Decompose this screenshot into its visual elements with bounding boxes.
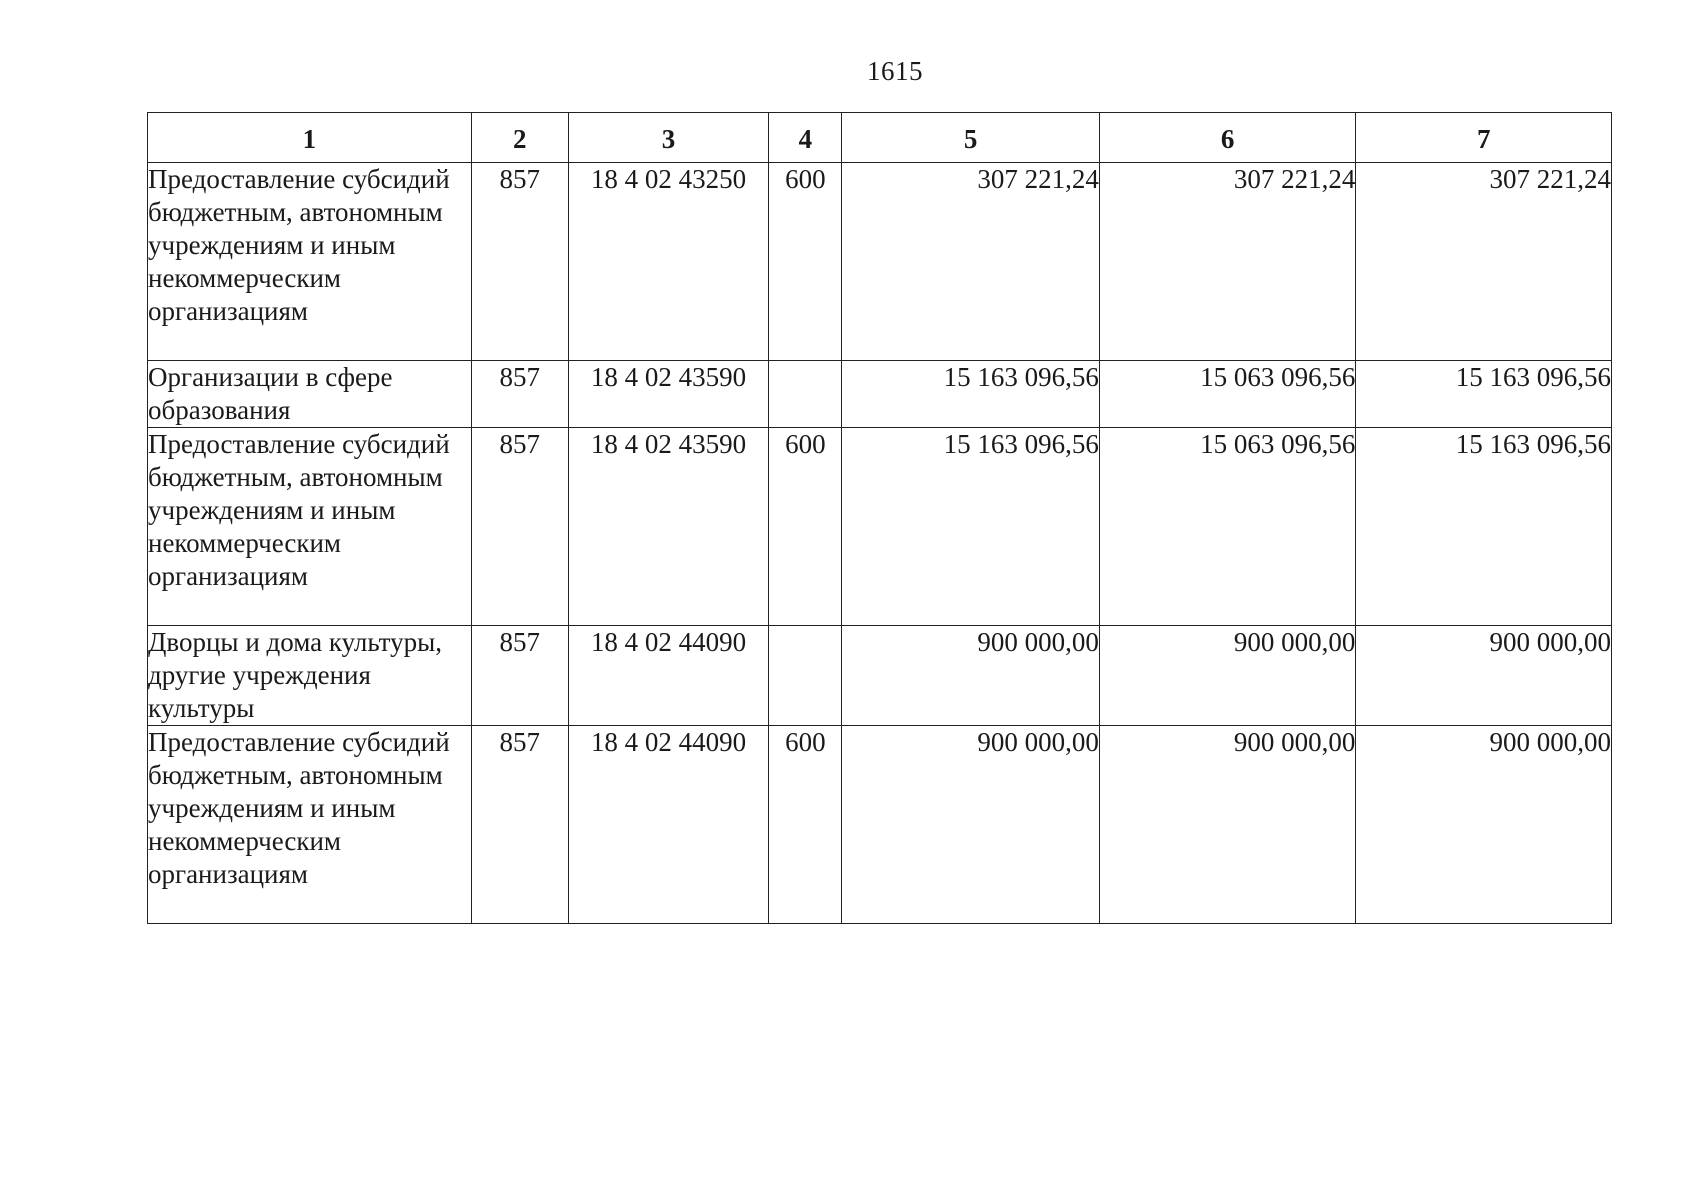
column-header-2: 2 [471, 113, 568, 163]
column-header-7: 7 [1356, 113, 1612, 163]
column-header-5: 5 [842, 113, 1100, 163]
row-target-article: 18 4 02 43590 [568, 361, 768, 428]
budget-table [147, 112, 1612, 924]
row-sum-col6: 900 000,00 [1099, 726, 1356, 924]
row-code: 857 [471, 428, 568, 626]
row-expense-type: 600 [769, 726, 842, 924]
row-sum-col7: 15 163 096,56 [1356, 428, 1612, 626]
column-header-4: 4 [769, 113, 842, 163]
row-sum-col5: 15 163 096,56 [842, 428, 1100, 626]
column-header-3: 3 [568, 113, 768, 163]
column-header-1: 1 [148, 113, 472, 163]
row-sum-col6: 15 063 096,56 [1099, 428, 1356, 626]
row-expense-type [769, 626, 842, 726]
row-name: Дворцы и дома культуры, другие учреждения культуры [148, 626, 472, 726]
table-row [148, 163, 1612, 361]
table-row [148, 626, 1612, 726]
row-code: 857 [471, 163, 568, 361]
column-header-6: 6 [1099, 113, 1356, 163]
row-code: 857 [471, 726, 568, 924]
row-sum-col7: 307 221,24 [1356, 163, 1612, 361]
row-sum-col5: 15 163 096,56 [842, 361, 1100, 428]
table-row [148, 428, 1612, 626]
row-name: Организации в сфере образования [148, 361, 472, 428]
table-row [148, 726, 1612, 924]
row-sum-col7: 15 163 096,56 [1356, 361, 1612, 428]
row-name: Предоставление субсидий бюджетным, автономным учреждениям и иным некоммерческим организациям [148, 428, 472, 626]
page-number: 1615 [867, 56, 923, 86]
row-sum-col7: 900 000,00 [1356, 626, 1612, 726]
row-sum-col7: 900 000,00 [1356, 726, 1612, 924]
row-sum-col5: 900 000,00 [842, 726, 1100, 924]
row-name: Предоставление субсидий бюджетным, автономным учреждениям и иным некоммерческим организациям [148, 163, 472, 361]
table-header-row [148, 113, 1612, 163]
row-code: 857 [471, 361, 568, 428]
row-sum-col5: 307 221,24 [842, 163, 1100, 361]
row-target-article: 18 4 02 44090 [568, 726, 768, 924]
row-sum-col6: 900 000,00 [1099, 626, 1356, 726]
row-sum-col6: 307 221,24 [1099, 163, 1356, 361]
row-code: 857 [471, 626, 568, 726]
row-expense-type: 600 [769, 163, 842, 361]
row-expense-type [769, 361, 842, 428]
row-expense-type: 600 [769, 428, 842, 626]
row-sum-col6: 15 063 096,56 [1099, 361, 1356, 428]
table-row [148, 361, 1612, 428]
row-name: Предоставление субсидий бюджетным, автономным учреждениям и иным некоммерческим организациям [148, 726, 472, 924]
row-target-article: 18 4 02 43250 [568, 163, 768, 361]
row-target-article: 18 4 02 43590 [568, 428, 768, 626]
row-sum-col5: 900 000,00 [842, 626, 1100, 726]
row-target-article: 18 4 02 44090 [568, 626, 768, 726]
